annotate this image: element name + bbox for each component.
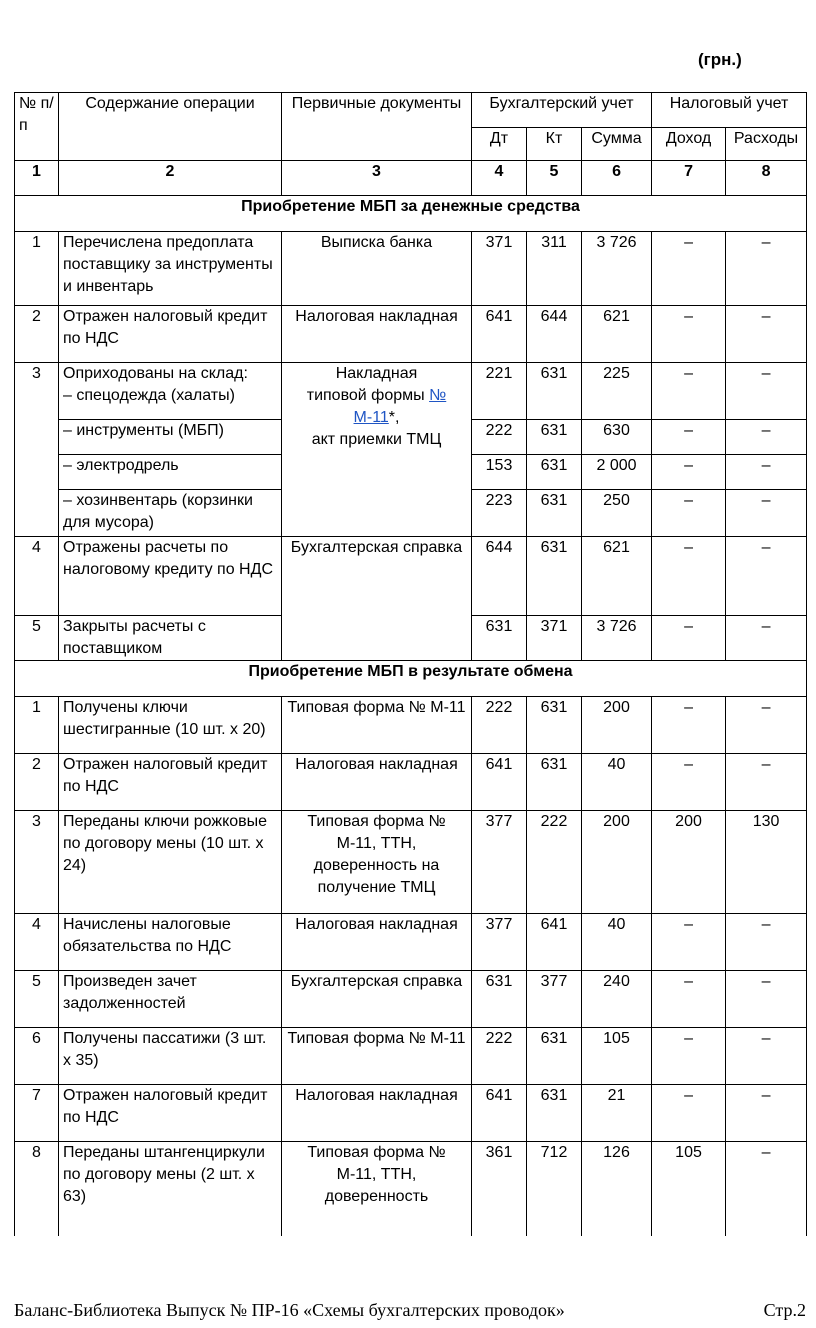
debit-cell: 641	[472, 1085, 527, 1142]
sum-cell: 40	[582, 754, 652, 811]
expense-cell: –	[726, 490, 807, 537]
debit-cell: 631	[472, 616, 527, 661]
income-cell: –	[652, 232, 726, 306]
document-cell: Типовая форма № М-11	[282, 697, 472, 754]
sum-cell: 2 000	[582, 455, 652, 490]
expense-cell: –	[726, 537, 807, 616]
header-tax: Налоговый учет	[652, 93, 807, 128]
expense-cell: –	[726, 697, 807, 754]
column-number-row	[15, 161, 807, 196]
header-num: № п/п	[15, 93, 59, 161]
expense-cell: –	[726, 1085, 807, 1142]
row-number: 1	[15, 697, 59, 754]
income-cell: –	[652, 306, 726, 363]
table-row	[15, 363, 807, 420]
debit-cell: 223	[472, 490, 527, 537]
document-cell	[282, 363, 472, 537]
row-number: 2	[15, 306, 59, 363]
col-number: 5	[527, 161, 582, 196]
debit-cell: 377	[472, 914, 527, 971]
row-number: 5	[15, 616, 59, 661]
document-line: Накладная	[335, 365, 418, 382]
table-row	[15, 971, 807, 1028]
sum-cell: 3 726	[582, 232, 652, 306]
income-cell: –	[652, 420, 726, 455]
income-cell: –	[652, 971, 726, 1028]
operation-text: Переданы штангенциркули по договору мены (2 шт. х 63)	[59, 1142, 282, 1238]
debit-cell: 222	[472, 1028, 527, 1085]
expense-cell: –	[726, 420, 807, 455]
sum-cell: 21	[582, 1085, 652, 1142]
document-cell: Типовая форма № М-11, ТТН, доверенность на получение ТМЦ	[282, 811, 472, 914]
section-title: Приобретение МБП в результате обмена	[15, 661, 807, 697]
page-break-mask	[14, 1236, 808, 1240]
expense-cell: –	[726, 306, 807, 363]
expense-cell: –	[726, 455, 807, 490]
col-number: 3	[282, 161, 472, 196]
credit-cell: 377	[527, 971, 582, 1028]
expense-cell: –	[726, 232, 807, 306]
income-cell: –	[652, 455, 726, 490]
header-content: Содержание операции	[59, 93, 282, 161]
income-cell: –	[652, 754, 726, 811]
section-title-row	[15, 661, 807, 697]
expense-cell: –	[726, 363, 807, 420]
credit-cell: 631	[527, 420, 582, 455]
page-number: Стр.2	[763, 1300, 806, 1320]
income-cell: –	[652, 490, 726, 537]
expense-cell: –	[726, 616, 807, 661]
row-number: 7	[15, 1085, 59, 1142]
header-expense: Расходы	[726, 128, 807, 161]
document-cell: Налоговая накладная	[282, 914, 472, 971]
row-number: 6	[15, 1028, 59, 1085]
header-sum: Сумма	[582, 128, 652, 161]
sum-cell: 621	[582, 537, 652, 616]
debit-cell: 361	[472, 1142, 527, 1238]
sum-cell: 126	[582, 1142, 652, 1238]
currency-unit: (грн.)	[698, 50, 742, 69]
operation-text: Отражен налоговый кредит по НДС	[59, 1085, 282, 1142]
income-cell: –	[652, 1028, 726, 1085]
section-title-row	[15, 196, 807, 232]
credit-cell: 631	[527, 754, 582, 811]
operation-text: Перечислена предоплата поставщику за инструменты и инвентарь	[59, 232, 282, 306]
header-row	[15, 93, 807, 128]
col-number: 7	[652, 161, 726, 196]
operation-text: Закрыты расчеты с поставщиком	[59, 616, 282, 661]
debit-cell: 631	[472, 971, 527, 1028]
credit-cell: 644	[527, 306, 582, 363]
col-number: 8	[726, 161, 807, 196]
debit-cell: 153	[472, 455, 527, 490]
document-cell: Типовая форма № М-11, ТТН, доверенность	[282, 1142, 472, 1238]
debit-cell: 221	[472, 363, 527, 420]
section-title: Приобретение МБП за денежные средства	[15, 196, 807, 232]
col-number: 6	[582, 161, 652, 196]
col-number: 1	[15, 161, 59, 196]
table-row	[15, 1028, 807, 1085]
operation-text: Произведен зачет задолженностей	[59, 971, 282, 1028]
credit-cell: 631	[527, 363, 582, 420]
table-row	[15, 1085, 807, 1142]
document-cell: Типовая форма № М-11	[282, 1028, 472, 1085]
debit-cell: 641	[472, 306, 527, 363]
sum-cell: 250	[582, 490, 652, 537]
row-number: 8	[15, 1142, 59, 1238]
credit-cell: 311	[527, 232, 582, 306]
form-m11-link[interactable]: № М-11	[353, 387, 447, 426]
debit-cell: 222	[472, 420, 527, 455]
sum-cell: 200	[582, 811, 652, 914]
sum-cell: 105	[582, 1028, 652, 1085]
header-dt: Дт	[472, 128, 527, 161]
credit-cell: 631	[527, 697, 582, 754]
header-income: Доход	[652, 128, 726, 161]
col-number: 2	[59, 161, 282, 196]
expense-cell: –	[726, 971, 807, 1028]
sum-cell: 240	[582, 971, 652, 1028]
credit-cell: 222	[527, 811, 582, 914]
header-docs: Первичные документы	[282, 93, 472, 161]
operation-text-line: – спецодежда (халаты)	[63, 387, 235, 404]
operation-text: Получены пассатижи (3 шт. х 35)	[59, 1028, 282, 1085]
table-row	[15, 306, 807, 363]
operation-text: Отражен налоговый кредит по НДС	[59, 754, 282, 811]
income-cell: –	[652, 616, 726, 661]
operation-text-line: Оприходованы на склад:	[63, 365, 248, 382]
table-row	[15, 811, 807, 914]
credit-cell: 631	[527, 1085, 582, 1142]
row-number: 4	[15, 537, 59, 616]
credit-cell: 631	[527, 537, 582, 616]
document-cell: Бухгалтерская справка	[282, 971, 472, 1028]
table-row	[15, 232, 807, 306]
expense-cell: –	[726, 754, 807, 811]
table-row	[15, 914, 807, 971]
table-row	[15, 754, 807, 811]
document-line: типовой формы	[306, 387, 430, 404]
row-number: 5	[15, 971, 59, 1028]
accounting-entries-table	[14, 92, 807, 1238]
operation-text: Отражены расчеты по налоговому кредиту по НДС	[59, 537, 282, 616]
credit-cell: 631	[527, 490, 582, 537]
document-footnote-mark: *,	[388, 409, 400, 426]
operation-text: – электродрель	[59, 455, 282, 490]
income-cell: 200	[652, 811, 726, 914]
footer-text: Баланс-Библиотека Выпуск № ПР-16 «Схемы бухгалтерских проводок»	[14, 1300, 565, 1320]
expense-cell: –	[726, 914, 807, 971]
document-cell: Налоговая накладная	[282, 306, 472, 363]
document-cell: Налоговая накладная	[282, 754, 472, 811]
debit-cell: 371	[472, 232, 527, 306]
sum-cell: 630	[582, 420, 652, 455]
row-number: 1	[15, 232, 59, 306]
sum-cell: 3 726	[582, 616, 652, 661]
income-cell: –	[652, 363, 726, 420]
row-number: 3	[15, 363, 59, 537]
debit-cell: 377	[472, 811, 527, 914]
income-cell: –	[652, 697, 726, 754]
operation-text: Отражен налоговый кредит по НДС	[59, 306, 282, 363]
page-footer	[14, 1300, 806, 1321]
operation-text: Получены ключи шестигранные (10 шт. x 20)	[59, 697, 282, 754]
expense-cell: –	[726, 1142, 807, 1238]
table-row	[15, 537, 807, 616]
operation-text	[59, 363, 282, 420]
expense-cell: –	[726, 1028, 807, 1085]
sum-cell: 40	[582, 914, 652, 971]
income-cell: –	[652, 537, 726, 616]
document-line: акт приемки ТМЦ	[311, 431, 442, 448]
document-cell: Налоговая накладная	[282, 1085, 472, 1142]
sum-cell: 200	[582, 697, 652, 754]
credit-cell: 712	[527, 1142, 582, 1238]
document-cell: Выписка банка	[282, 232, 472, 306]
header-accounting: Бухгалтерский учет	[472, 93, 652, 128]
operation-text: Переданы ключи рожковые по договору мены (10 шт. х 24)	[59, 811, 282, 914]
income-cell: 105	[652, 1142, 726, 1238]
debit-cell: 641	[472, 754, 527, 811]
credit-cell: 631	[527, 455, 582, 490]
sum-cell: 225	[582, 363, 652, 420]
credit-cell: 631	[527, 1028, 582, 1085]
income-cell: –	[652, 1085, 726, 1142]
row-number: 3	[15, 811, 59, 914]
table-row	[15, 1142, 807, 1238]
expense-cell: 130	[726, 811, 807, 914]
income-cell: –	[652, 914, 726, 971]
credit-cell: 371	[527, 616, 582, 661]
row-number: 2	[15, 754, 59, 811]
credit-cell: 641	[527, 914, 582, 971]
col-number: 4	[472, 161, 527, 196]
table-row	[15, 697, 807, 754]
sum-cell: 621	[582, 306, 652, 363]
header-kt: Кт	[527, 128, 582, 161]
debit-cell: 222	[472, 697, 527, 754]
row-number: 4	[15, 914, 59, 971]
operation-text: Начислены налоговые обязательства по НДС	[59, 914, 282, 971]
operation-text: – инструменты (МБП)	[59, 420, 282, 455]
debit-cell: 644	[472, 537, 527, 616]
operation-text: – хозинвентарь (корзинки для мусора)	[59, 490, 282, 537]
document-cell: Бухгалтерская справка	[282, 537, 472, 661]
